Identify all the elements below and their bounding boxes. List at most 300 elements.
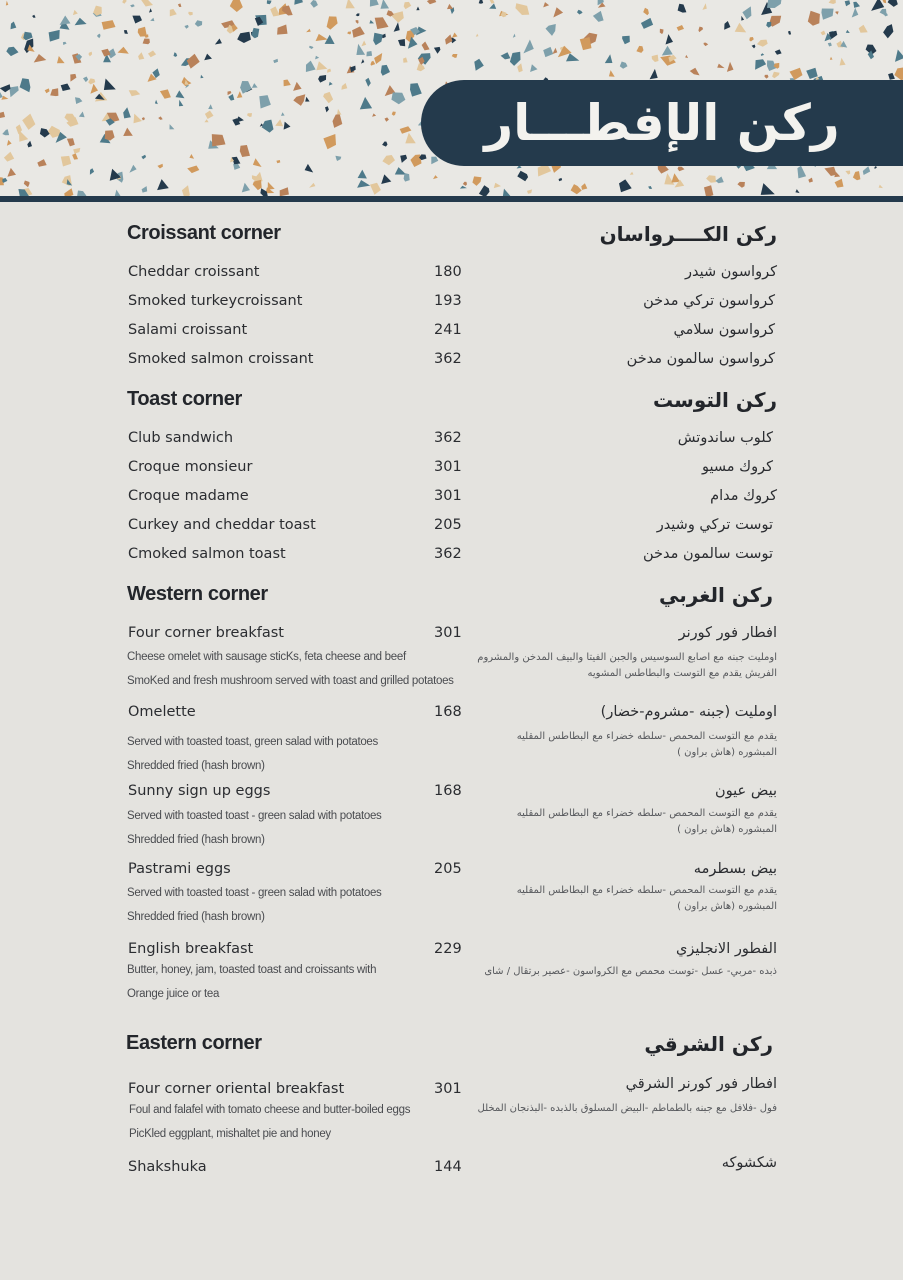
terrazzo-chip [335,156,341,161]
terrazzo-chip [32,15,36,18]
terrazzo-chip [434,47,441,54]
menu-item-name: Croque madame [128,488,249,504]
menu-item-price: 205 [434,517,462,533]
terrazzo-chip [160,89,171,98]
terrazzo-chip [123,107,131,118]
terrazzo-chip [230,0,243,12]
terrazzo-chip [795,189,799,193]
terrazzo-chip [22,114,35,130]
terrazzo-chip [445,34,452,44]
terrazzo-chip [494,183,501,188]
terrazzo-chip [83,77,88,83]
terrazzo-chip [132,16,142,24]
terrazzo-chip [90,84,98,94]
terrazzo-chip [830,57,833,60]
terrazzo-chip [73,10,78,15]
terrazzo-chip [270,6,279,16]
menu-item-name-ar: بيض بسطرمه [693,861,777,877]
terrazzo-chip [242,183,250,193]
terrazzo-chip [306,61,316,72]
terrazzo-chip [75,97,82,104]
terrazzo-chip [201,75,204,78]
menu-item-name-ar: اومليت (جبنه -مشروم-خضار) [600,704,777,720]
terrazzo-chip [122,0,126,4]
menu-item-price: 301 [434,1081,462,1097]
menu-item-name: Four corner oriental breakfast [128,1081,345,1097]
menu-item-price: 144 [434,1159,462,1175]
menu-item-name: Cheddar croissant [128,264,260,280]
terrazzo-chip [660,29,664,34]
terrazzo-chip [382,155,395,165]
terrazzo-chip [400,126,412,134]
terrazzo-chip [11,22,17,30]
terrazzo-chip [581,183,587,190]
menu-item-name-ar: كرواسون سالمون مدخن [626,351,775,367]
terrazzo-chip [742,6,751,19]
terrazzo-chip [662,46,673,56]
terrazzo-chip [157,164,163,169]
section-title-eastern-ar: ركن الشرقي [644,1032,773,1056]
terrazzo-chip [327,16,338,29]
terrazzo-chip [309,183,315,188]
menu-item-name-ar: شكشوكه [721,1155,777,1171]
terrazzo-chip [129,90,141,96]
terrazzo-chip [502,189,513,196]
terrazzo-chip [79,112,85,118]
terrazzo-chip [452,54,458,58]
terrazzo-chip [149,8,152,12]
menu-item-description: PicKled eggplant, mishaltet pie and honey [129,1128,331,1140]
terrazzo-chip [566,53,579,61]
terrazzo-chip [824,167,836,176]
terrazzo-chip [398,39,405,46]
terrazzo-chip [727,62,734,72]
terrazzo-chip [273,59,278,63]
terrazzo-chip [204,54,212,61]
terrazzo-chip [765,75,769,79]
menu-item-name: Omelette [128,704,196,720]
terrazzo-chip [845,171,850,175]
terrazzo-chip [341,83,347,90]
terrazzo-chip [268,182,275,190]
terrazzo-chip [356,13,360,16]
terrazzo-chip [761,53,764,56]
terrazzo-chip [195,20,202,26]
terrazzo-chip [327,69,331,73]
terrazzo-chip [176,90,185,98]
menu-item-description-ar: يقدم مع التوست المحمص -سلطه خضراء مع البطاطس المقليه المبشوره (هاش براون ) [516,885,777,912]
terrazzo-chip [130,4,135,7]
terrazzo-chip [104,79,116,91]
menu-item-name: Salami croissant [128,322,248,338]
terrazzo-chip [410,83,422,97]
terrazzo-chip [474,59,484,71]
terrazzo-chip [150,18,154,21]
terrazzo-chip [828,43,832,47]
terrazzo-chip [806,68,818,79]
terrazzo-chip [316,34,328,41]
terrazzo-chip [622,36,630,45]
menu-item-price: 362 [434,430,462,446]
terrazzo-chip [281,112,285,116]
terrazzo-chip [2,129,9,135]
terrazzo-chip [895,50,903,62]
terrazzo-chip [70,74,76,82]
terrazzo-chip [352,26,365,37]
terrazzo-chip [717,64,724,69]
terrazzo-chip [648,186,652,189]
terrazzo-chip [690,68,700,76]
terrazzo-chip [489,3,496,8]
terrazzo-chip [309,46,314,49]
terrazzo-chip [510,52,521,66]
terrazzo-chip [767,0,782,8]
section-title-western-ar: ركن الغربي [659,583,773,607]
section-title-toast-ar: ركن التوست [652,388,777,412]
menu-item-description-ar: اومليت جبنه مع اصابع السوسيس والجبن الفيتا والبيف المدخن والمشروم الفريش يقدم مع التوست والبطاطس المشويه [477,652,777,679]
menu-item-price: 193 [434,293,462,309]
terrazzo-chip [704,43,709,47]
terrazzo-chip [501,52,511,59]
terrazzo-chip [102,20,116,30]
menu-item-description: Butter, honey, jam, toasted toast and croissants with [127,964,377,976]
terrazzo-chip [329,82,333,86]
terrazzo-chip [678,167,685,172]
terrazzo-chip [371,61,376,66]
terrazzo-chip [124,30,128,34]
terrazzo-chip [57,56,65,63]
terrazzo-chip [392,112,396,116]
terrazzo-chip [410,155,421,168]
terrazzo-chip [90,168,94,175]
menu-item-price: 168 [434,704,462,720]
terrazzo-chip [315,56,319,60]
menu-item-name-ar: كرواسون سلامي [673,322,775,338]
terrazzo-chip [105,130,115,140]
terrazzo-chip [452,33,458,38]
menu-item-description: Cheese omelet with sausage sticKs, feta cheese and beef [127,651,406,663]
terrazzo-chip [40,128,50,137]
terrazzo-chip [89,52,93,57]
terrazzo-chip [741,16,744,21]
terrazzo-chip [253,180,262,190]
terrazzo-chip [237,32,251,43]
terrazzo-chip [403,57,408,62]
menu-item-price: 168 [434,783,462,799]
terrazzo-chip [323,134,336,149]
terrazzo-chip [404,173,410,182]
terrazzo-chip [2,178,7,183]
section-title-croissant-en: Croissant corner [127,222,281,244]
terrazzo-chip [262,120,274,133]
terrazzo-chip [45,88,50,93]
terrazzo-chip [170,9,177,17]
terrazzo-chip [749,37,754,42]
terrazzo-chip [571,184,582,194]
terrazzo-chip [652,55,659,62]
terrazzo-chip [305,164,314,173]
terrazzo-chip [416,7,419,11]
terrazzo-chip [853,171,861,180]
terrazzo-chip [821,31,826,36]
terrazzo-chip [883,24,893,38]
terrazzo-chip [678,4,687,13]
terrazzo-chip [72,153,78,159]
terrazzo-chip [880,9,887,15]
terrazzo-chip [636,46,643,53]
menu-item-name: Shakshuka [128,1159,207,1175]
terrazzo-chip [433,175,438,179]
terrazzo-chip [716,177,724,184]
terrazzo-chip [752,45,756,49]
menu-item-description: SmoKed and fresh mushroom served with toast and grilled potatoes [127,675,454,687]
terrazzo-chip [559,178,563,181]
terrazzo-chip [215,39,222,45]
terrazzo-chip [372,113,376,116]
terrazzo-chip [405,133,416,144]
terrazzo-chip [859,25,868,33]
terrazzo-chip [888,0,898,7]
terrazzo-chip [49,30,60,42]
menu-item-price: 362 [434,546,462,562]
terrazzo-chip [737,182,745,188]
section-title-croissant-ar: ركن الكــــرواسان [599,222,777,246]
terrazzo-chip [580,37,592,50]
menu-item-price: 301 [434,625,462,641]
terrazzo-chip [37,159,46,167]
header-divider [0,196,903,202]
terrazzo-chip [275,119,283,126]
terrazzo-chip [61,84,71,92]
terrazzo-chip [808,178,813,183]
terrazzo-chip [178,3,182,7]
terrazzo-chip [385,117,389,121]
menu-item-name: Pastrami eggs [128,861,231,877]
terrazzo-chip [553,48,558,54]
terrazzo-chip [212,134,226,146]
terrazzo-chip [775,49,782,54]
terrazzo-chip [208,104,213,109]
terrazzo-chip [252,83,258,88]
terrazzo-chip [671,173,680,182]
terrazzo-chip [240,145,250,157]
terrazzo-chip [179,100,183,106]
terrazzo-chip [228,91,232,95]
menu-item-name: Smoked turkeycroissant [128,293,303,309]
menu-item-description: Shredded fried (hash brown) [127,834,265,846]
terrazzo-chip [24,181,30,188]
terrazzo-chip [460,186,467,189]
menu-item-name-ar: كروك مسيو [701,459,773,475]
terrazzo-chip [685,55,688,58]
terrazzo-chip [370,183,381,195]
terrazzo-chip [417,63,425,71]
terrazzo-chip [310,0,318,8]
terrazzo-chip [879,185,883,189]
terrazzo-chip [757,40,768,47]
terrazzo-chip [373,33,383,46]
terrazzo-chip [143,39,150,45]
terrazzo-chip [187,54,200,69]
terrazzo-chip [479,185,490,196]
terrazzo-chip [280,187,289,196]
menu-item-name: Croque monsieur [128,459,253,475]
terrazzo-chip [840,58,846,66]
terrazzo-chip [702,3,706,10]
terrazzo-chip [251,28,259,38]
menu-item-name-ar: كرواسون شيدر [685,264,777,280]
terrazzo-chip [605,54,613,63]
menu-item-description: Shredded fried (hash brown) [127,911,265,923]
terrazzo-chip [391,92,405,104]
terrazzo-chip [346,0,355,8]
menu-item-description: Shredded fried (hash brown) [127,760,265,772]
terrazzo-chip [7,140,12,146]
menu-item-description: Served with toasted toast - green salad with potatoes [127,887,382,899]
terrazzo-chip [73,148,80,154]
terrazzo-chip [369,20,374,24]
terrazzo-chip [381,0,390,9]
terrazzo-chip [333,114,343,128]
terrazzo-chip [835,179,844,188]
terrazzo-chip [204,119,208,122]
terrazzo-chip [513,34,516,38]
menu-item-description: Served with toasted toast - green salad with potatoes [127,810,382,822]
terrazzo-chip [404,2,412,9]
terrazzo-chip [381,174,391,184]
terrazzo-chip [9,86,18,97]
terrazzo-chip [34,54,47,63]
terrazzo-chip [400,155,407,163]
terrazzo-chip [155,100,158,104]
menu-item-name: English breakfast [128,941,254,957]
terrazzo-chip [188,12,192,16]
terrazzo-chip [323,92,333,103]
terrazzo-chip [60,16,71,25]
terrazzo-chip [4,152,14,162]
terrazzo-chip [706,175,716,182]
terrazzo-chip [463,182,467,186]
menu-item-name-ar: بيض عيون [715,783,777,799]
terrazzo-chip [517,63,523,72]
terrazzo-chip [630,172,634,175]
menu-item-name: Sunny sign up eggs [128,783,271,799]
terrazzo-chip [517,171,528,182]
terrazzo-chip [64,188,73,196]
terrazzo-chip [360,97,372,110]
terrazzo-chip [476,34,479,37]
terrazzo-chip [394,22,400,32]
terrazzo-chip [305,97,309,102]
terrazzo-chip [666,34,674,44]
menu-item-name-ar: توست سالمون مدخن [642,546,773,562]
terrazzo-chip [894,67,903,80]
terrazzo-chip [316,61,327,70]
terrazzo-chip [374,53,382,64]
terrazzo-chip [148,51,156,58]
terrazzo-chip [704,185,713,196]
menu-item-description-ar: فول -فلافل مع جبنه بالطماطم -البيض المسلوق بالذبده -البذنجان المخلل [477,1103,777,1114]
terrazzo-chip [19,130,28,142]
terrazzo-chip [67,138,75,146]
terrazzo-chip [641,18,653,29]
terrazzo-chip [0,84,11,92]
terrazzo-chip [140,0,153,6]
menu-item-description: Served with toasted toast, green salad with potatoes [127,736,378,748]
terrazzo-chip [427,0,436,4]
terrazzo-chip [142,186,148,193]
terrazzo-chip [118,47,129,54]
terrazzo-chip [182,185,190,196]
terrazzo-chip [27,141,32,148]
terrazzo-chip [643,8,649,16]
terrazzo-chip [808,11,820,26]
terrazzo-chip [852,8,859,18]
terrazzo-chip [6,47,18,56]
terrazzo-chip [835,11,838,14]
terrazzo-chip [735,23,747,33]
menu-item-name: Curkey and cheddar toast [128,517,316,533]
menu-item-price: 362 [434,351,462,367]
menu-item-name: Club sandwich [128,430,234,446]
terrazzo-chip [247,113,252,117]
terrazzo-chip [366,51,372,56]
terrazzo-chip [882,0,886,3]
terrazzo-chip [845,0,851,6]
terrazzo-chip [174,52,178,57]
terrazzo-chip [138,52,144,60]
terrazzo-chip [431,157,438,165]
terrazzo-chip [515,3,529,15]
section-title-toast-en: Toast corner [127,388,242,410]
terrazzo-chip [23,32,32,41]
menu-item-price: 301 [434,459,462,475]
terrazzo-chip [479,0,484,4]
terrazzo-chip [772,72,780,78]
menu-item-price: 205 [434,861,462,877]
menu-item-name: Cmoked salmon toast [128,546,286,562]
terrazzo-chip [20,78,31,92]
terrazzo-chip [543,2,549,7]
terrazzo-chip [766,22,771,28]
terrazzo-chip [276,160,280,163]
terrazzo-chip [523,40,533,54]
terrazzo-chip [527,189,532,193]
menu-item-name-ar: توست تركي وشيدر [656,517,773,533]
terrazzo-chip [294,0,303,5]
terrazzo-chip [7,168,16,177]
terrazzo-chip [650,69,658,79]
terrazzo-chip [381,65,390,76]
terrazzo-chip [724,21,730,30]
terrazzo-chip [337,109,341,115]
terrazzo-chip [141,155,146,160]
terrazzo-chip [240,81,252,94]
terrazzo-chip [829,0,836,4]
terrazzo-chip [365,78,371,87]
terrazzo-chip [293,82,302,91]
terrazzo-chip [357,180,370,188]
section-title-eastern-en: Eastern corner [126,1032,262,1054]
terrazzo-chip [284,80,291,87]
terrazzo-chip [609,70,615,77]
terrazzo-chip [267,0,272,4]
terrazzo-chip [382,142,387,147]
terrazzo-chip [237,91,243,98]
terrazzo-chip [797,166,806,179]
terrazzo-chip [277,25,287,35]
menu-item-name-ar: كلوب ساندوتش [677,430,773,446]
